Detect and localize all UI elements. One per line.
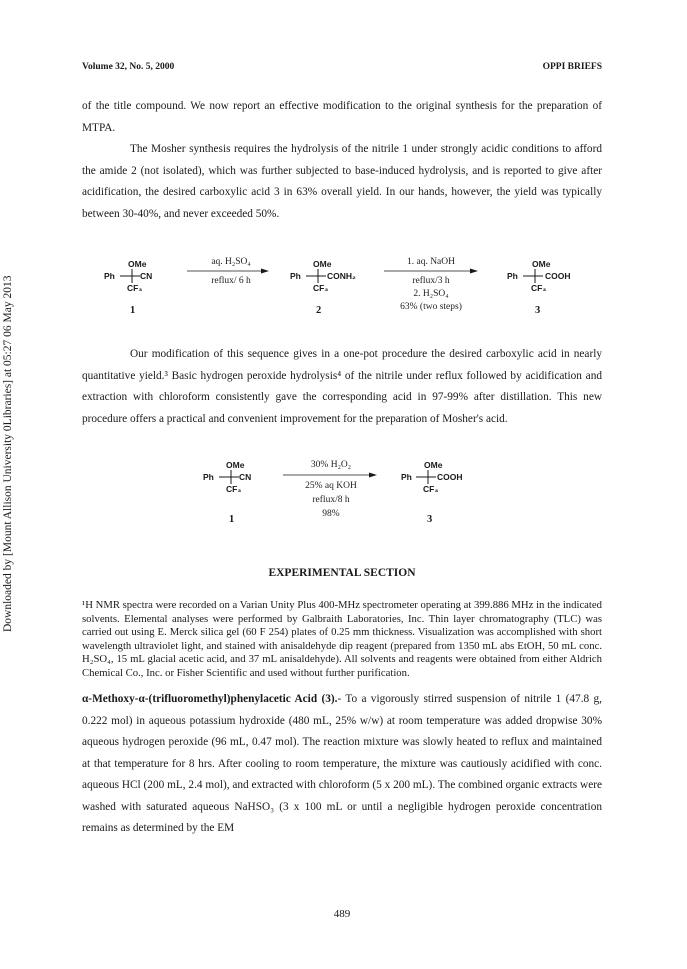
substituent-cf3: CF₃ — [226, 484, 242, 494]
substituent-ome: OMe — [424, 460, 443, 470]
substituent-ome: OMe — [313, 259, 332, 269]
running-header — [82, 62, 602, 72]
download-watermark: Downloaded by [Mount Allison University 0Libraries] at 05:27 06 May 2013 — [2, 275, 14, 632]
condition-label: reflux/3 h — [412, 276, 450, 286]
procedure-title: α-Methoxy-α-(trifluoromethyl)phenylacetic Acid (3). — [82, 693, 338, 705]
substituent-ome: OMe — [532, 259, 551, 269]
reagent-label: aq. H₂SO₄ — [211, 257, 251, 267]
compound-number: 1 — [229, 514, 235, 525]
substituent-ome: OMe — [128, 259, 147, 269]
substituent-cooh: COOH — [437, 472, 463, 482]
paragraph-mosher — [82, 139, 602, 225]
compound-number: 3 — [535, 305, 541, 316]
substituent-cf3: CF₃ — [313, 283, 329, 293]
page-number: 489 — [333, 908, 351, 920]
paragraph-modification-text: Our modification of this sequence gives in a one-pot procedure the desired carboxylic acid in nearly quantitative yield.³ Basic hydrogen peroxide hydrolysis⁴ of the nitrile under reflux followed by acidification and extraction with chloroform consistently gave the corresponding acid in 97-99% after distillation. This new procedure offers a practical and convenient improvement for the preparation of Mosher's acid. — [82, 348, 602, 425]
substituent-cn: CN — [140, 271, 153, 281]
substituent-cn: CN — [239, 472, 252, 482]
procedure-paragraph — [82, 689, 602, 840]
substituent-ome: OMe — [226, 460, 245, 470]
paragraph-modification — [82, 344, 602, 430]
compound-number: 1 — [130, 305, 136, 316]
substituent-ph: Ph — [507, 271, 518, 281]
stereocenter-bonds — [414, 469, 438, 485]
stereocenter-bonds — [118, 268, 142, 284]
substituent-ph: Ph — [104, 271, 115, 281]
yield-label: 63% (two steps) — [400, 302, 462, 312]
procedure-text: - To a vigorously stirred suspension of nitrile 1 (47.8 g, 0.222 mol) in aqueous potassium hydroxide (480 mL, 25% w/w) at room temperature was added dropwise 30% aqueous hydrogen peroxide (96 mL, 0.47 mol). The reaction mixture was slowly heated to reflux and maintained at that temperature for 8 hrs. After cooling to room temperature, the mixture was cautiously acidified with conc. aqueous HCl (200 mL, 2.4 mol), and extracted with chloroform (5 x 200 mL). The combined organic extracts were washed with saturated aqueous NaHSO₃ (3 x 100 mL or until a negligible hydrogen peroxide concentration remains as determined by the EM — [82, 693, 602, 834]
substituent-cf3: CF₃ — [423, 484, 439, 494]
paragraph-mosher-text: The Mosher synthesis requires the hydrolysis of the nitrile 1 under strongly acidic conditions to afford the amide 2 (not isolated), which was further subjected to base-induced hydrolysis, and is reported to give after acidification, the desired carboxylic acid 3 in 63% overall yield. In our hands, however, the yield was typically between 30-40%, and never exceeded 50%. — [82, 143, 602, 220]
reaction-arrow — [283, 471, 377, 479]
condition-label: 2. H₂SO₄ — [413, 289, 449, 299]
substituent-ph: Ph — [290, 271, 301, 281]
stereocenter-bonds — [217, 469, 241, 485]
condition-label: reflux/ 6 h — [211, 276, 251, 286]
substituent-cf3: CF₃ — [127, 283, 143, 293]
journal-volume: Volume 32, No. 5, 2000 — [82, 62, 175, 72]
section-heading: EXPERIMENTAL SECTION — [268, 567, 416, 579]
reagent-label: 1. aq. NaOH — [406, 257, 455, 267]
experimental-general: ¹H NMR spectra were recorded on a Varian Unity Plus 400-MHz spectrometer operating at 399.886 MHz in the indicated solvents. Elemental analyses were performed by Galbraith Laboratories, Inc. Thin layer chromatography (TLC) was carried out using E. Merck silica gel (60 F 254) plates of 0.25 mm thickness. Visualization was accomplished with short wavelength ultraviolet light, and stained with anisaldehyde dip reagent (prepared from 1350 mL abs EtOH, 50 mL conc. H₂SO₄, 15 mL glacial acetic acid, and 37 mL anisaldehyde). All solvents and reagents were obtained from either Aldrich Chemical Co., Inc. or Fisher Scientific and used without further purification. — [82, 599, 602, 679]
condition-label: 25% aq KOH — [305, 481, 357, 491]
substituent-ph: Ph — [203, 472, 214, 482]
compound-number: 2 — [316, 305, 322, 316]
paragraph-intro: of the title compound. We now report an effective modification to the original synthesis for the preparation of MTPA. — [82, 100, 602, 134]
section-label: OPPI BRIEFS — [542, 62, 602, 72]
stereocenter-bonds — [304, 268, 328, 284]
reaction-arrow — [187, 267, 269, 275]
substituent-cooh: COOH — [545, 271, 571, 281]
substituent-cf3: CF₃ — [531, 283, 547, 293]
substituent-ph: Ph — [401, 472, 412, 482]
substituent-conh2: CONH₂ — [327, 271, 356, 281]
yield-label: 98% — [322, 509, 340, 519]
compound-number: 3 — [427, 514, 433, 525]
reaction-arrow — [384, 267, 478, 275]
reagent-label: 30% H₂O₂ — [310, 460, 352, 470]
condition-label: reflux/8 h — [312, 495, 350, 505]
stereocenter-bonds — [521, 268, 545, 284]
